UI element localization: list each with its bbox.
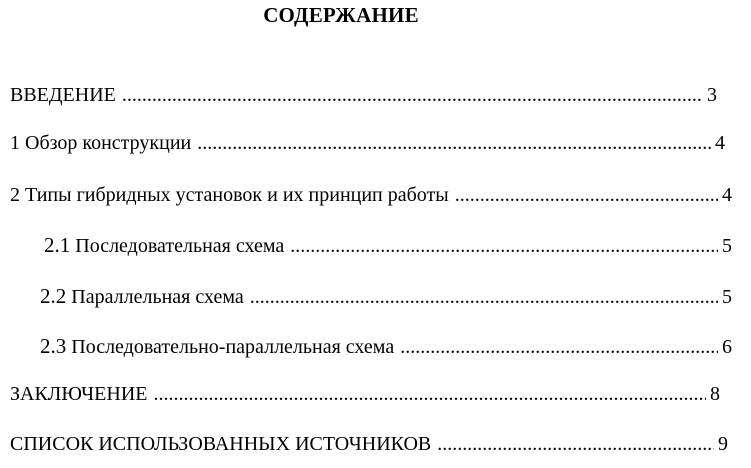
- toc-entry-text: СПИСОК ИСПОЛЬЗОВАННЫХ ИСТОЧНИКОВ: [10, 433, 432, 455]
- toc-entry-text: Типы гибридных установок и их принцип работы: [25, 184, 449, 206]
- toc-page-number: 4: [715, 132, 725, 154]
- toc-dot-leader: [122, 83, 703, 107]
- toc-entry-introduction: [10, 83, 717, 107]
- toc-section-number: 2.2: [40, 284, 67, 308]
- toc-entry-section-1: [10, 131, 725, 155]
- toc-entry-text: Обзор конструкции: [25, 132, 192, 154]
- toc-page-number: 5: [722, 235, 732, 257]
- page-title: СОДЕРЖАНИЕ: [263, 3, 419, 27]
- toc-entry-section-2-1: [44, 233, 732, 258]
- toc-entry-text: ЗАКЛЮЧЕНИЕ: [10, 383, 148, 405]
- toc-page-number: 5: [722, 286, 732, 308]
- toc-section-number: 1: [10, 132, 20, 154]
- toc-section-number: 2.3: [40, 334, 67, 358]
- toc-section-number: 2: [10, 184, 20, 206]
- toc-entry-text: ВВЕДЕНИЕ: [10, 84, 116, 106]
- toc-dot-leader: [290, 234, 718, 258]
- toc-dot-leader: [153, 382, 706, 406]
- toc-entry-text: Последовательная схема: [75, 235, 285, 257]
- toc-dot-leader: [437, 432, 714, 456]
- toc-entry-section-2-2: [40, 284, 732, 309]
- toc-page-number: 6: [722, 336, 732, 358]
- toc-page-number: 4: [722, 184, 732, 206]
- toc-dot-leader: [250, 285, 718, 309]
- toc-entry-references: [10, 432, 728, 456]
- toc-section-number: 2.1: [44, 233, 71, 257]
- toc-page-number: 8: [710, 383, 720, 405]
- toc-dot-leader: [400, 335, 718, 359]
- toc-entry-text: Параллельная схема: [71, 286, 244, 308]
- toc-entry-section-2: [10, 183, 732, 207]
- toc-entry-text: Последовательно-параллельная схема: [71, 336, 395, 358]
- toc-dot-leader: [455, 183, 718, 207]
- toc-dot-leader: [197, 131, 711, 155]
- toc-entry-section-2-3: [40, 334, 732, 359]
- toc-page-number: 9: [718, 433, 728, 455]
- toc-entry-conclusion: [10, 382, 720, 406]
- toc-page-number: 3: [707, 84, 717, 106]
